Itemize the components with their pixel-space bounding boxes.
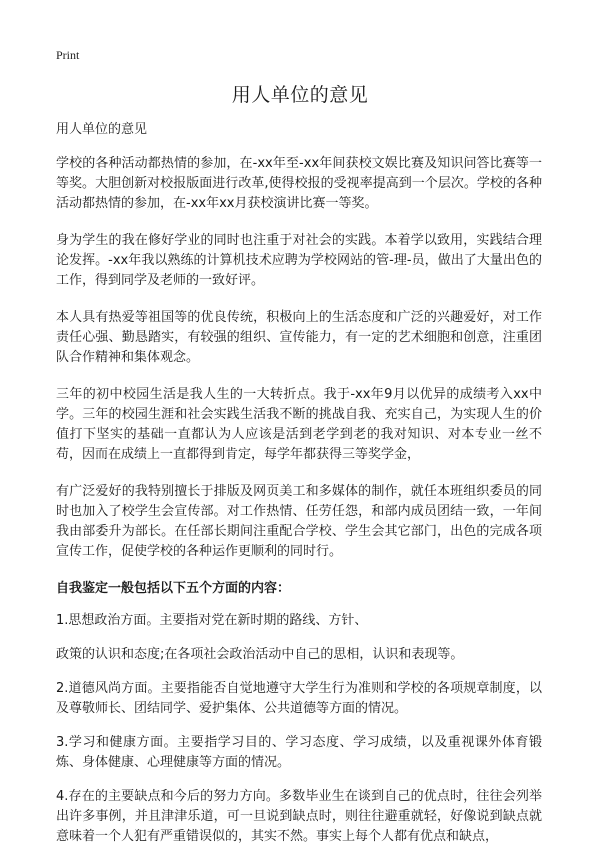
document-body [56,120,542,861]
paragraph-hobbies: 有广泛爱好的我特别擅长于排版及网页美工和多媒体的制作，就任本班组织委员的同时也加入了校学生会宣传部。对工作热情、任劳任怨，和部内成员团结一致，一年间我由部委升为部长。在任部长期间注重配合学校、学生会其它部门，出色的完成各项宣传工作，促使学校的各种运作更顺利的同时行。 [56,484,542,559]
section-heading: 自我鉴定一般包括以下五个方面的内容： [56,581,291,596]
print-link[interactable]: Print [56,48,80,62]
paragraph-traits: 本人具有热爱等祖国等的优良传统，积极向上的生活态度和广泛的兴趣爱好，对工作责任心强、勤恳踏实，有较强的组织、宣传能力，有一定的艺术细胞和创意，注重团队合作精神和集体观念。 [56,310,542,365]
list-item-3: 3.学习和健康方面。主要指学习目的、学习态度、学习成绩，以及重视课外体育锻炼、身体健康、心理健康等方面的情况。 [56,735,542,770]
list-item-1: 1.思想政治方面。主要指对党在新时期的路线、方针、 [56,613,368,628]
list-item-1-continued: 政策的认识和态度;在各项社会政治活动中自己的思相，认识和表现等。 [56,647,464,662]
list-item-2: 2.道德风尚方面。主要指能否自觉地遵守大学生行为准则和学校的各项规章制度，以及尊敬师长、团结同学、爱护集体、公共道德等方面的情况。 [56,681,542,716]
list-item-4: 4.存在的主要缺点和今后的努力方向。多数毕业生在谈到自己的优点时，往往会列举出许多事例，并且津津乐道，可一旦说到缺点时，则往往避重就轻，好像说到缺点就意味着一个人犯有严重错误似的，其实不然。事实上每个人都有优点和缺点， [56,789,542,844]
paragraph-activities: 学校的各种活动都热情的参加，在-xx年至-xx年间获校文娱比赛及知识问答比赛等一等奖。大胆创新对校报版面进行改革,使得校报的受视率提高到一个层次。学校的各种活动都热情的参加，在-xx年xx月获校演讲比赛一等奖。 [56,156,542,211]
paragraph-practice: 身为学生的我在修好学业的同时也注重于对社会的实践。本着学以致用，实践结合理论发挥。-xx年我以熟练的计算机技术应聘为学校网站的管-理-员，做出了大量出色的工作，得到同学及老师的一致好评。 [56,233,542,288]
document-subtitle: 用人单位的意见 [56,122,148,137]
page-title: 用人单位的意见 [231,84,369,106]
paragraph-school-life: 三年的初中校园生活是我人生的一大转折点。我于-xx年9月以优异的成绩考入xx中学。三年的校园生涯和社会实践生活我不断的挑战自我、充实自己，为实现人生的价值打下坚实的基础一直都认为人应该是活到老学到老的我对知识、对本专业一丝不苟，因而在成绩上一直都得到肯定，每学年都获得三等奖学金， [56,387,542,462]
